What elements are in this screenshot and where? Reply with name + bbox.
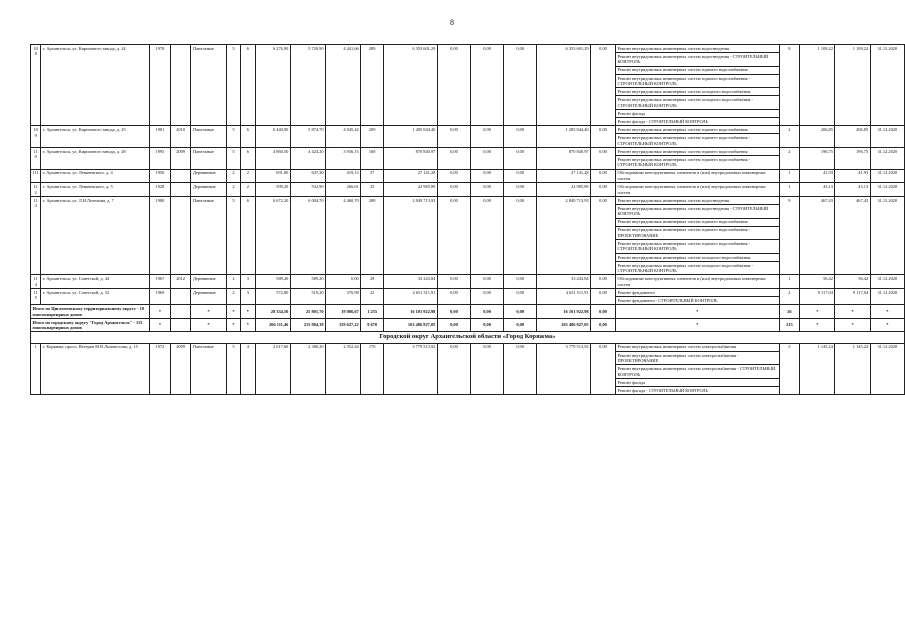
completion-date-cell: 31.12.2020 — [870, 169, 904, 183]
entrances-cell: 3 — [241, 275, 255, 289]
floors-cell: 5 — [226, 45, 240, 126]
fund-owners-cell: 1 285 044,40 — [537, 126, 591, 148]
work-type-cell: Ремонт фасада - СТРОИТЕЛЬНЫЙ КОНТРОЛЬ — [615, 118, 779, 126]
work-type-cell: Ремонт внутридомовых инженерных систем водоотведения — [615, 45, 779, 53]
fund-local-cell: 0,00 — [504, 45, 537, 126]
total-value-cell: * — [835, 318, 870, 332]
year-renovated-cell — [170, 183, 191, 197]
floors-cell: 5 — [226, 196, 240, 275]
floors-cell: 5 — [226, 343, 240, 394]
total-value-cell: 159 627,22 — [326, 318, 361, 332]
work-type-cell: Ремонт фундамента - СТРОИТЕЛЬНЫЙ КОНТРОЛЬ — [615, 297, 779, 305]
work-type-cell: Обследование конструктивных элементов и (или) внутридомовых инженерных систем — [615, 183, 779, 197]
completion-date-cell: 31.12.2020 — [870, 343, 904, 394]
work-type-cell: Ремонт внутридомовых инженерных систем горячего водоснабжения - СТРОИТЕЛЬНЫЙ КОНТРОЛЬ — [615, 240, 779, 254]
entrances-cell: 6 — [241, 147, 255, 169]
fund-regional-cell: 0,00 — [471, 169, 504, 183]
entrances-cell: 3 — [241, 289, 255, 305]
fund-federal-cell: 0,00 — [437, 147, 470, 169]
work-type-cell: Ремонт внутридомовых инженерных систем электроснабжения — [615, 343, 779, 351]
address-cell: г. Архангельск, ул. Л.Н.Лочехина, д. 7 — [41, 196, 150, 275]
total-value-cell: 215 984,18 — [290, 318, 325, 332]
fund-federal-cell: 0,00 — [437, 343, 470, 394]
work-count-cell: 1 — [779, 275, 800, 289]
row-number: 109 — [31, 126, 41, 148]
work-type-cell: Ремонт фасада — [615, 378, 779, 386]
total-value-cell: 0,00 — [437, 318, 470, 332]
total-value-cell: * — [615, 305, 779, 319]
total-value-cell: 28 334,50 — [255, 305, 290, 319]
work-type-cell: Ремонт внутридомовых инженерных систем водоотведения - СТРОИТЕЛЬНЫЙ КОНТРОЛЬ — [615, 53, 779, 67]
address-cell: г. Архангельск, ул. Кирпичного завода, д. 28 — [41, 147, 150, 169]
unit-cost-cell: 56,42 — [800, 275, 835, 289]
completion-date-cell: 31.12.2020 — [870, 126, 904, 148]
total-value-cell: 163 486 827,05 — [384, 318, 438, 332]
work-type-cell: Ремонт внутридомовых инженерных систем холодного водоснабжения — [615, 253, 779, 261]
unit-cost-cell: 196,75 — [800, 147, 835, 169]
private-area-cell: 2 352,44 — [326, 343, 361, 394]
fund-local-cell: 0,00 — [504, 289, 537, 305]
total-value-cell: * — [150, 318, 171, 332]
total-value-cell: 26 — [779, 305, 800, 319]
work-type-cell: Ремонт внутридомовых инженерных систем горячего водоснабжения — [615, 126, 779, 134]
fund-federal-cell: 0,00 — [437, 183, 470, 197]
unit-cost-cell: 1 109,22 — [800, 45, 835, 126]
fund-owners-cell: 870 840,97 — [537, 147, 591, 169]
overhaul-register-table — [30, 44, 905, 395]
address-cell: г. Коряжма, просп. Ветеран М.В.Ломоносова, д. 15 — [41, 343, 150, 394]
private-area-cell: 0,00 — [326, 275, 361, 289]
work-type-cell: Ремонт внутридомовых инженерных систем водоотведения — [615, 196, 779, 204]
year-built-cell: 1967 — [150, 275, 171, 289]
max-unit-cost-cell: 41,93 — [835, 169, 870, 183]
entrances-cell: 6 — [241, 196, 255, 275]
unit-cost-cell: 43,13 — [800, 183, 835, 197]
wall-material-cell: Панельные — [191, 45, 226, 126]
wall-material-cell: Деревянные — [191, 169, 226, 183]
total-value-cell: * — [800, 305, 835, 319]
entrances-cell: 4 — [241, 343, 255, 394]
house-row — [31, 45, 905, 53]
fund-other-cell: 0,00 — [591, 343, 616, 394]
total-value-cell: 16 101 922,98 — [384, 305, 438, 319]
unit-cost-cell: 9 117,04 — [800, 289, 835, 305]
row-number: 111 — [31, 169, 41, 183]
fund-other-cell: 0,00 — [591, 45, 616, 126]
unit-cost-cell: 206,85 — [800, 126, 835, 148]
total-value-cell: 215 — [779, 318, 800, 332]
row-number: 113 — [31, 196, 41, 275]
total-value-cell: 1 255 — [361, 305, 384, 319]
year-renovated-cell: 2009 — [170, 343, 191, 394]
work-type-cell: Ремонт внутридомовых инженерных систем холодного водоснабжения — [615, 88, 779, 96]
cost-total-cell: 4 651 511,91 — [384, 289, 438, 305]
living-area-cell: 510,20 — [290, 289, 325, 305]
completion-date-cell: 31.12.2020 — [870, 45, 904, 126]
year-renovated-cell — [170, 169, 191, 183]
max-unit-cost-cell: 43,13 — [835, 183, 870, 197]
total-area-cell: 6 276,90 — [255, 45, 290, 126]
year-built-cell: 1969 — [150, 289, 171, 305]
total-value-cell: * — [800, 318, 835, 332]
entrances-cell: 6 — [241, 45, 255, 126]
private-area-cell: 4 441,66 — [326, 45, 361, 126]
year-built-cell: 1950 — [150, 169, 171, 183]
fund-federal-cell: 0,00 — [437, 45, 470, 126]
fund-local-cell: 0,00 — [504, 147, 537, 169]
total-value-cell: * — [150, 305, 171, 319]
total-value-cell: 163 486 827,05 — [537, 318, 591, 332]
total-area-cell: 572,80 — [255, 289, 290, 305]
total-value-cell: 0,00 — [591, 305, 616, 319]
register-body — [31, 45, 905, 395]
completion-date-cell: 31.12.2020 — [870, 275, 904, 289]
total-row — [31, 318, 905, 332]
fund-owners-cell: 6 353 601,29 — [537, 45, 591, 126]
total-value-cell: 0,00 — [437, 305, 470, 319]
fund-regional-cell: 0,00 — [471, 147, 504, 169]
fund-regional-cell: 0,00 — [471, 275, 504, 289]
wall-material-cell: Деревянные — [191, 183, 226, 197]
year-renovated-cell: 2009 — [170, 147, 191, 169]
fund-federal-cell: 0,00 — [437, 169, 470, 183]
wall-material-cell: Панельные — [191, 147, 226, 169]
work-type-cell: Ремонт внутридомовых инженерных систем холодного водоснабжения - СТРОИТЕЛЬНЫЙ КОНТРОЛЬ — [615, 261, 779, 275]
total-value-cell: 0,00 — [504, 318, 537, 332]
fund-regional-cell: 0,00 — [471, 196, 504, 275]
fund-local-cell: 0,00 — [504, 196, 537, 275]
total-value-cell: * — [835, 305, 870, 319]
wall-material-cell: Деревянные — [191, 289, 226, 305]
row-number: 114 — [31, 275, 41, 289]
address-cell: г. Архангельск, ул. Леваневского, д. 4 — [41, 169, 150, 183]
living-area-cell: 589,20 — [290, 275, 325, 289]
residents-cell: 29 — [361, 275, 384, 289]
year-renovated-cell — [170, 196, 191, 275]
residents-cell: 170 — [361, 343, 384, 394]
total-value-cell: 206 111,46 — [255, 318, 290, 332]
work-count-cell: 1 — [779, 183, 800, 197]
register-sheet — [30, 44, 905, 395]
entrances-cell: 2 — [241, 183, 255, 197]
max-unit-cost-cell: 196,75 — [835, 147, 870, 169]
floors-cell: 5 — [226, 126, 240, 148]
living-area-cell: 532,90 — [290, 183, 325, 197]
max-unit-cost-cell: 9 117,04 — [835, 289, 870, 305]
total-value-cell: * — [226, 305, 240, 319]
year-renovated-cell — [170, 289, 191, 305]
work-count-cell: 5 — [779, 343, 800, 394]
work-type-cell: Ремонт внутридомовых инженерных систем горячего водоснабжения — [615, 147, 779, 155]
fund-owners-cell: 22 985,89 — [537, 183, 591, 197]
residents-cell: 168 — [361, 147, 384, 169]
completion-date-cell: 31.12.2020 — [870, 147, 904, 169]
unit-cost-cell: 41,93 — [800, 169, 835, 183]
fund-local-cell: 0,00 — [504, 183, 537, 197]
floors-cell: 2 — [226, 275, 240, 289]
year-built-cell: 1978 — [150, 45, 171, 126]
residents-cell: 289 — [361, 45, 384, 126]
house-row — [31, 169, 905, 183]
cost-total-cell: 870 840,97 — [384, 147, 438, 169]
fund-other-cell: 0,00 — [591, 289, 616, 305]
total-value-cell: 19 086,67 — [326, 305, 361, 319]
residents-cell: 209 — [361, 126, 384, 148]
fund-federal-cell: 0,00 — [437, 196, 470, 275]
fund-regional-cell: 0,00 — [471, 45, 504, 126]
wall-material-cell: Панельные — [191, 196, 226, 275]
wall-material-cell: Деревянные — [191, 275, 226, 289]
total-value-cell: 25 801,70 — [290, 305, 325, 319]
work-type-cell: Ремонт внутридомовых инженерных систем водоотведения - СТРОИТЕЛЬНЫЙ КОНТРОЛЬ — [615, 204, 779, 218]
year-renovated-cell: 2012 — [170, 275, 191, 289]
private-area-cell: 4 045,42 — [326, 126, 361, 148]
total-value-cell: 0,00 — [471, 305, 504, 319]
work-type-cell: Ремонт внутридомовых инженерных систем горячего водоснабжения - СТРОИТЕЛЬНЫЙ КОНТРОЛЬ — [615, 74, 779, 88]
private-area-cell: 3 936,15 — [326, 147, 361, 169]
row-number: 108 — [31, 45, 41, 126]
max-unit-cost-cell: 1 109,22 — [835, 45, 870, 126]
page-number: 8 — [450, 18, 454, 27]
year-built-cell: 1972 — [150, 343, 171, 394]
fund-owners-cell: 27 141,28 — [537, 169, 591, 183]
max-unit-cost-cell: 56,42 — [835, 275, 870, 289]
house-row — [31, 196, 905, 204]
fund-federal-cell: 0,00 — [437, 275, 470, 289]
work-type-cell: Ремонт внутридомовых инженерных систем горячего водоснабжения — [615, 66, 779, 74]
unit-cost-cell: 467,43 — [800, 196, 835, 275]
house-row — [31, 275, 905, 289]
total-label-cell: Итого по Цигломенскому территориальному округу - 10 многоквартирных домов — [31, 305, 150, 319]
total-value-cell: * — [615, 318, 779, 332]
private-area-cell: 419,13 — [326, 169, 361, 183]
total-area-cell: 2 617,60 — [255, 343, 290, 394]
total-area-cell: 691,80 — [255, 169, 290, 183]
living-area-cell: 6 004,70 — [290, 196, 325, 275]
total-area-cell: 4 860,50 — [255, 147, 290, 169]
max-unit-cost-cell: 1 145,24 — [835, 343, 870, 394]
residents-cell: 288 — [361, 196, 384, 275]
completion-date-cell: 31.12.2020 — [870, 289, 904, 305]
address-cell: г. Архангельск, ул. Советской, д. 44 — [41, 275, 150, 289]
fund-local-cell: 0,00 — [504, 275, 537, 289]
completion-date-cell: 31.12.2020 — [870, 196, 904, 275]
total-value-cell: * — [870, 318, 904, 332]
total-value-cell: * — [191, 318, 226, 332]
work-type-cell: Ремонт фундамента — [615, 289, 779, 297]
work-type-cell: Ремонт внутридомовых инженерных систем горячего водоснабжения - СТРОИТЕЛЬНЫЙ КОНТРОЛЬ — [615, 156, 779, 170]
total-value-cell: 9 670 — [361, 318, 384, 332]
work-type-cell: Ремонт внутридомовых инженерных систем горячего водоснабжения — [615, 218, 779, 226]
fund-other-cell: 0,00 — [591, 183, 616, 197]
total-value-cell — [170, 305, 191, 319]
living-area-cell: 5 720,90 — [290, 45, 325, 126]
work-type-cell: Ремонт фасада - СТРОИТЕЛЬНЫЙ КОНТРОЛЬ — [615, 387, 779, 395]
fund-owners-cell: 2 849 713,93 — [537, 196, 591, 275]
private-area-cell: 266,61 — [326, 183, 361, 197]
floors-cell: 2 — [226, 183, 240, 197]
year-built-cell: 1981 — [150, 126, 171, 148]
cost-total-cell: 3 779 513,92 — [384, 343, 438, 394]
year-renovated-cell — [170, 45, 191, 126]
total-value-cell: 0,00 — [471, 318, 504, 332]
cost-total-cell: 22 985,89 — [384, 183, 438, 197]
row-number: 110 — [31, 147, 41, 169]
year-built-cell: 1980 — [150, 196, 171, 275]
fund-local-cell: 0,00 — [504, 169, 537, 183]
total-value-cell: 16 101 922,98 — [537, 305, 591, 319]
entrances-cell: 6 — [241, 126, 255, 148]
fund-other-cell: 0,00 — [591, 147, 616, 169]
fund-regional-cell: 0,00 — [471, 183, 504, 197]
residents-cell: 22 — [361, 289, 384, 305]
floors-cell: 2 — [226, 289, 240, 305]
fund-owners-cell: 3 779 513,92 — [537, 343, 591, 394]
total-value-cell: * — [191, 305, 226, 319]
address-cell: г. Архангельск, ул. Леваневского, д. 5 — [41, 183, 150, 197]
total-area-cell: 599,20 — [255, 183, 290, 197]
row-number: 115 — [31, 289, 41, 305]
work-type-cell: Ремонт внутридомовых инженерных систем электроснабжения - ПРОЕКТИРОВАНИЕ — [615, 351, 779, 365]
work-count-cell: 2 — [779, 289, 800, 305]
cost-total-cell: 1 285 044,40 — [384, 126, 438, 148]
fund-local-cell: 0,00 — [504, 343, 537, 394]
total-value-cell: 0,00 — [591, 318, 616, 332]
total-value-cell: 0,00 — [504, 305, 537, 319]
unit-cost-cell: 1 145,24 — [800, 343, 835, 394]
row-number: 112 — [31, 183, 41, 197]
fund-regional-cell: 0,00 — [471, 343, 504, 394]
year-renovated-cell: 2010 — [170, 126, 191, 148]
fund-federal-cell: 0,00 — [437, 126, 470, 148]
total-row — [31, 305, 905, 319]
house-row — [31, 183, 905, 197]
living-area-cell: 2 380,20 — [290, 343, 325, 394]
fund-federal-cell: 0,00 — [437, 289, 470, 305]
work-type-cell: Ремонт внутридомовых инженерных систем холодного водоснабжения - СТРОИТЕЛЬНЫЙ КОНТРОЛЬ — [615, 96, 779, 110]
fund-other-cell: 0,00 — [591, 126, 616, 148]
fund-regional-cell: 0,00 — [471, 289, 504, 305]
house-row — [31, 126, 905, 134]
work-count-cell: 1 — [779, 169, 800, 183]
total-value-cell: * — [241, 305, 255, 319]
total-value-cell: * — [226, 318, 240, 332]
total-value-cell: * — [870, 305, 904, 319]
address-cell: г. Архангельск, ул. Кирпичного завода, д. 25 — [41, 126, 150, 148]
wall-material-cell: Панельные — [191, 126, 226, 148]
total-label-cell: Итого по городскому округу "Город Архангельск" - 115 многоквартирных домов — [31, 318, 150, 332]
total-area-cell: 589,20 — [255, 275, 290, 289]
work-type-cell: Обследование конструктивных элементов и (или) внутридомовых инженерных систем — [615, 169, 779, 183]
year-built-cell: 1928 — [150, 183, 171, 197]
work-type-cell: Ремонт внутридомовых инженерных систем горячего водоснабжения - СТРОИТЕЛЬНЫЙ КОНТРОЛЬ — [615, 134, 779, 148]
cost-total-cell: 33 243,84 — [384, 275, 438, 289]
private-area-cell: 376,98 — [326, 289, 361, 305]
total-area-cell: 6 440,90 — [255, 126, 290, 148]
fund-regional-cell: 0,00 — [471, 126, 504, 148]
work-type-cell: Ремонт внутридомовых инженерных систем горячего водоснабжения - ПРОЕКТИРОВАНИЕ — [615, 226, 779, 240]
max-unit-cost-cell: 206,85 — [835, 126, 870, 148]
work-count-cell: 8 — [779, 45, 800, 126]
row-number: 1 — [31, 343, 41, 394]
section-title: Городской округ Архангельской области «Город Коряжма» — [31, 332, 905, 343]
living-area-cell: 4 424,20 — [290, 147, 325, 169]
fund-other-cell: 0,00 — [591, 169, 616, 183]
address-cell: г. Архангельск, ул. Советской, д. 52 — [41, 289, 150, 305]
entrances-cell: 2 — [241, 169, 255, 183]
work-type-cell: Ремонт фасада — [615, 110, 779, 118]
work-count-cell: 2 — [779, 147, 800, 169]
year-built-cell: 1995 — [150, 147, 171, 169]
floors-cell: 2 — [226, 169, 240, 183]
cost-total-cell: 2 849 713,93 — [384, 196, 438, 275]
fund-owners-cell: 4 651 511,91 — [537, 289, 591, 305]
residents-cell: 37 — [361, 169, 384, 183]
fund-local-cell: 0,00 — [504, 126, 537, 148]
house-row — [31, 147, 905, 155]
work-type-cell: Ремонт внутридомовых инженерных систем электроснабжения - СТРОИТЕЛЬНЫЙ КОНТРОЛЬ — [615, 365, 779, 379]
completion-date-cell: 31.12.2020 — [870, 183, 904, 197]
total-value-cell — [170, 318, 191, 332]
work-count-cell: 9 — [779, 196, 800, 275]
private-area-cell: 4 460,70 — [326, 196, 361, 275]
residents-cell: 25 — [361, 183, 384, 197]
floors-cell: 5 — [226, 147, 240, 169]
address-cell: г. Архангельск, ул. Кирпичного завода, д. 24 — [41, 45, 150, 126]
section-heading-row — [31, 332, 905, 343]
total-area-cell: 6 672,20 — [255, 196, 290, 275]
cost-total-cell: 27 141,28 — [384, 169, 438, 183]
total-value-cell: * — [241, 318, 255, 332]
house-row — [31, 289, 905, 297]
max-unit-cost-cell: 467,43 — [835, 196, 870, 275]
cost-total-cell: 6 353 601,29 — [384, 45, 438, 126]
work-count-cell: 2 — [779, 126, 800, 148]
house-row — [31, 343, 905, 351]
fund-owners-cell: 33 243,84 — [537, 275, 591, 289]
work-type-cell: Обследование конструктивных элементов и (или) внутридомовых инженерных систем — [615, 275, 779, 289]
fund-other-cell: 0,00 — [591, 196, 616, 275]
wall-material-cell: Панельные — [191, 343, 226, 394]
fund-other-cell: 0,00 — [591, 275, 616, 289]
living-area-cell: 647,30 — [290, 169, 325, 183]
living-area-cell: 5 874,70 — [290, 126, 325, 148]
